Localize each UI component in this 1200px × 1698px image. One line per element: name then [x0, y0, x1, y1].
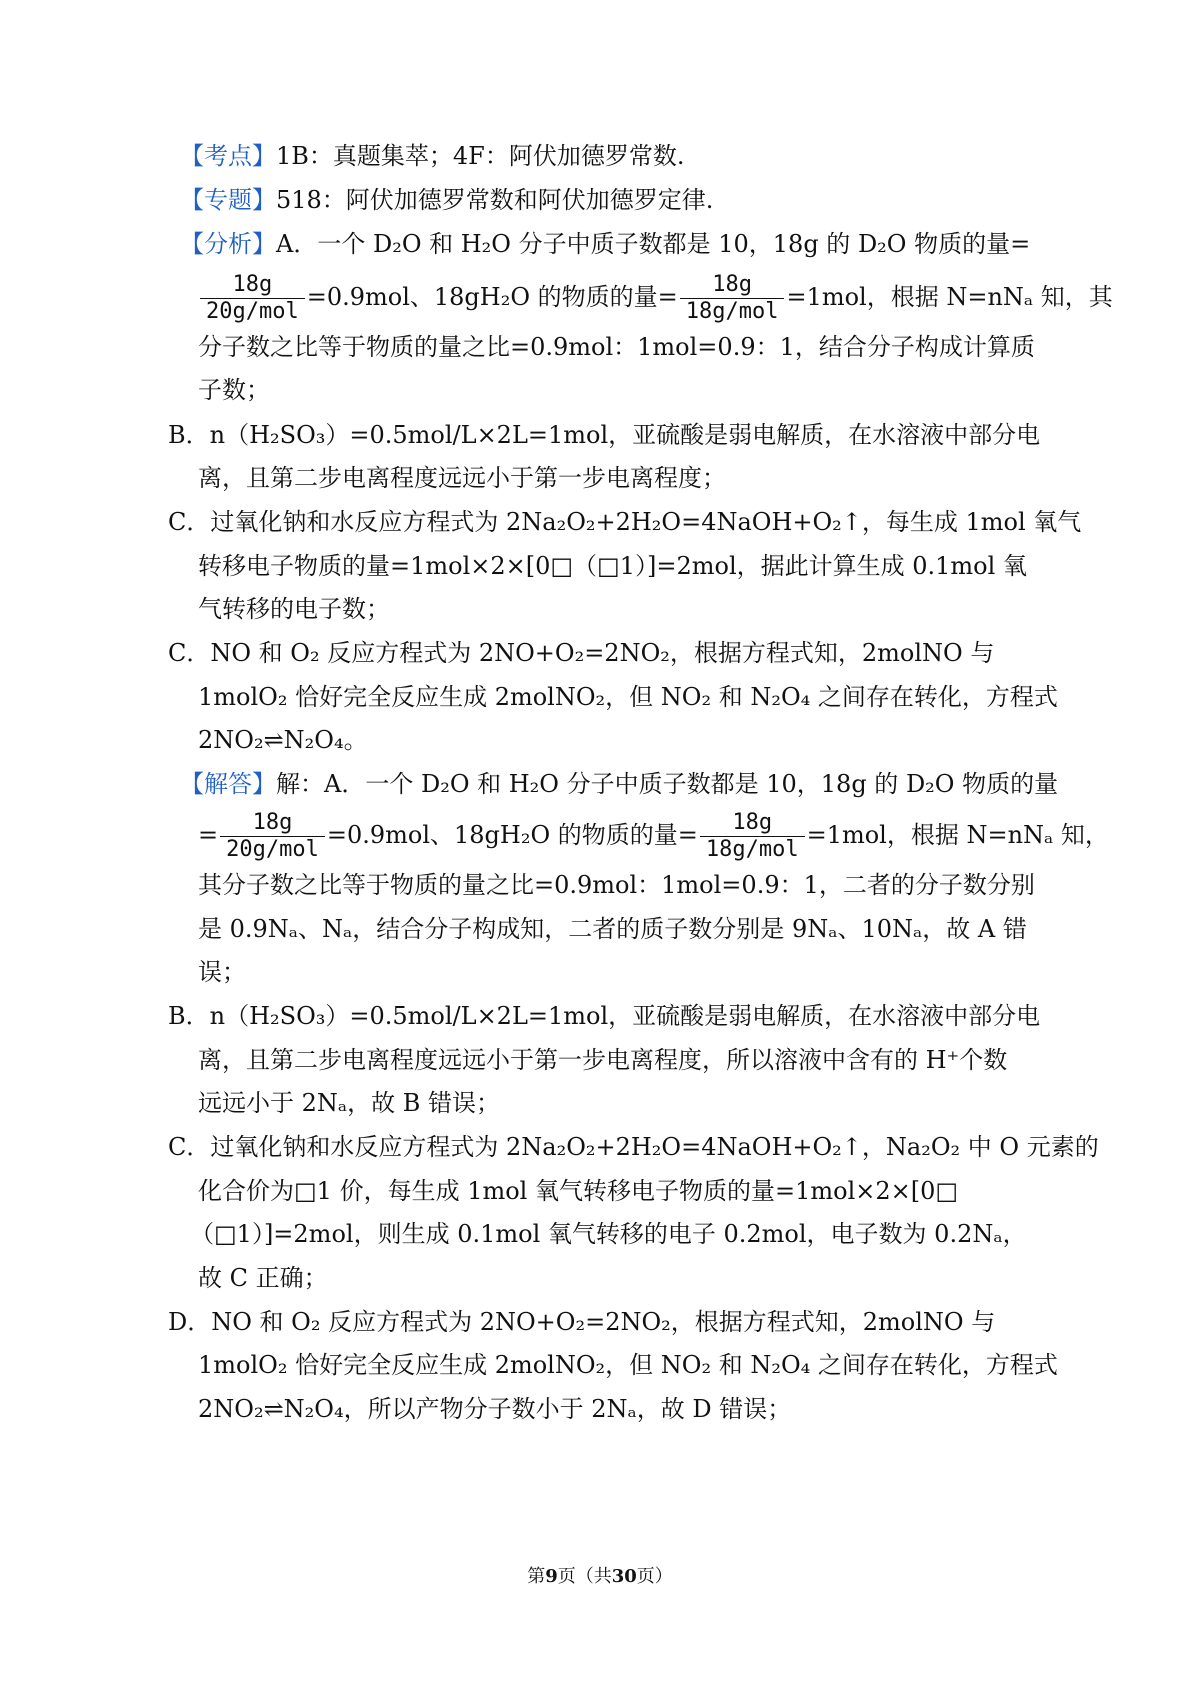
jieda-c-text-2: 化合价为□1 价，每生成 1mol 氧气转移电子物质的量=1mol×2×[0□	[198, 1177, 959, 1205]
jieda-text-2: =0.9mol、18gH₂O 的物质的量=	[326, 821, 698, 849]
zhuanti-line	[180, 185, 1200, 215]
fraction-numerator: 18g	[680, 272, 785, 299]
fenxi-line-3	[198, 332, 1200, 362]
jieda-d-line-3	[198, 1394, 1200, 1424]
jieda-line-1	[180, 769, 1200, 799]
fenxi-c-text-1: C．过氧化钠和水反应方程式为 2Na₂O₂+2H₂O=4NaOH+O₂↑，每生成 1mol 氧气	[168, 508, 1082, 536]
kaodian-line	[180, 141, 1200, 171]
fraction-numerator: 18g	[700, 810, 805, 837]
fenxi-text-2-tail: =1mol，根据 N=nNₐ 知，其	[786, 283, 1113, 311]
fenxi-c-line-2	[198, 551, 1200, 581]
jieda-c-line-3	[190, 1219, 1200, 1249]
jieda-line-2	[198, 810, 1200, 863]
fenxi-b-text-1: B．n（H₂SO₃）=0.5mol/L×2L=1mol，亚硫酸是弱电解质，在水溶液中部分电	[168, 421, 1041, 449]
fenxi-text-1: A．一个 D₂O 和 H₂O 分子中质子数都是 10，18g 的 D₂O 物质的量=	[276, 230, 1031, 258]
section-tag-fenxi: 【分析】	[180, 230, 276, 258]
jieda-text-5: 误；	[198, 958, 246, 986]
equals-sign: =	[198, 821, 219, 849]
fenxi-line-2	[198, 272, 1200, 325]
fraction-18g-18gmol	[680, 272, 785, 325]
fraction-numerator: 18g	[220, 810, 325, 837]
jieda-b-line-2	[198, 1045, 1200, 1075]
jieda-d-line-1	[168, 1307, 1200, 1337]
jieda-c-line-2	[198, 1176, 1200, 1206]
section-tag-kaodian: 【考点】	[180, 142, 276, 170]
jieda-text-3: 其分子数之比等于物质的量之比=0.9mol：1mol=0.9：1，二者的分子数分别	[198, 871, 1035, 899]
total-pages: 30	[611, 1566, 637, 1587]
footer-suffix: 页）	[636, 1566, 673, 1587]
fraction-18g-18gmol	[700, 810, 805, 863]
zhuanti-text: 518：阿伏加德罗常数和阿伏加德罗定律.	[276, 186, 714, 214]
jieda-text-1: 解：A．一个 D₂O 和 H₂O 分子中质子数都是 10，18g 的 D₂O 物质的量	[276, 770, 1059, 798]
fenxi-c-line-1	[168, 507, 1200, 537]
fenxi-c2-line-2	[198, 682, 1200, 712]
fenxi-text-2: =0.9mol、18gH₂O 的物质的量=	[306, 283, 678, 311]
jieda-c-text-4: 故 C 正确；	[198, 1264, 328, 1292]
jieda-line-4	[198, 914, 1200, 944]
jieda-c-text-3: （□1）]=2mol，则生成 0.1mol 氧气转移的电子 0.2mol，电子数为 0.2Nₐ，	[190, 1220, 1027, 1248]
fenxi-text-3: 分子数之比等于物质的量之比=0.9mol：1mol=0.9：1，结合分子构成计算质	[198, 333, 1035, 361]
jieda-c-text-1: C．过氧化钠和水反应方程式为 2Na₂O₂+2H₂O=4NaOH+O₂↑，Na₂O₂ 中 O 元素的	[168, 1133, 1099, 1161]
jieda-b-text-1: B．n（H₂SO₃）=0.5mol/L×2L=1mol，亚硫酸是弱电解质，在水溶液中部分电	[168, 1002, 1041, 1030]
jieda-d-text-2: 1molO₂ 恰好完全反应生成 2molNO₂，但 NO₂ 和 N₂O₄ 之间存在转化，方程式	[198, 1351, 1058, 1379]
kaodian-text: 1B：真题集萃；4F：阿伏加德罗常数.	[276, 142, 685, 170]
fenxi-b-text-2: 离，且第二步电离程度远远小于第一步电离程度；	[198, 464, 726, 492]
fenxi-line-4	[198, 375, 1200, 405]
fenxi-c2-line-3	[198, 725, 1200, 755]
jieda-c-line-4	[198, 1263, 1200, 1293]
footer-prefix: 第	[527, 1566, 546, 1587]
fenxi-text-4: 子数；	[198, 376, 270, 404]
jieda-text-4: 是 0.9Nₐ、Nₐ，结合分子构成知，二者的质子数分别是 9Nₐ、10Nₐ，故 A 错	[198, 915, 1027, 943]
fenxi-c2-text-2: 1molO₂ 恰好完全反应生成 2molNO₂，但 NO₂ 和 N₂O₄ 之间存在转化，方程式	[198, 683, 1058, 711]
section-tag-jieda: 【解答】	[180, 770, 276, 798]
jieda-b-line-3	[198, 1088, 1200, 1118]
fraction-denominator: 20g/mol	[226, 837, 319, 862]
fenxi-c-line-3	[198, 594, 1200, 624]
fenxi-line-1	[180, 229, 1200, 259]
fraction-18g-20gmol	[220, 810, 325, 863]
fenxi-c2-text-3: 2NO₂⇌N₂O₄。	[198, 726, 368, 754]
page-number: 9	[545, 1566, 558, 1587]
page-footer	[0, 1562, 1200, 1588]
jieda-text-2-tail: =1mol，根据 N=nNₐ 知，	[806, 821, 1109, 849]
fenxi-b-line-2	[198, 463, 1200, 493]
jieda-d-text-3: 2NO₂⇌N₂O₄，所以产物分子数小于 2Nₐ，故 D 错误；	[198, 1395, 792, 1423]
footer-mid: 页（共	[557, 1566, 612, 1587]
jieda-line-3	[198, 870, 1200, 900]
fraction-denominator: 18g/mol	[685, 299, 779, 324]
jieda-line-5	[198, 957, 1200, 987]
jieda-d-text-1: D．NO 和 O₂ 反应方程式为 2NO+O₂=2NO₂，根据方程式知，2molNO 与	[168, 1308, 996, 1336]
jieda-c-line-1	[168, 1132, 1200, 1162]
fenxi-c-text-2: 转移电子物质的量=1mol×2×[0□（□1）]=2mol，据此计算生成 0.1mol 氧	[198, 552, 1027, 580]
jieda-b-text-2: 离，且第二步电离程度远远小于第一步电离程度，所以溶液中含有的 H⁺个数	[198, 1046, 1008, 1074]
fenxi-c-text-3: 气转移的电子数；	[198, 595, 390, 623]
fraction-denominator: 20g/mol	[206, 299, 299, 324]
fraction-numerator: 18g	[200, 272, 305, 299]
fenxi-b-line-1	[168, 420, 1200, 450]
fraction-18g-20gmol	[200, 272, 305, 325]
jieda-b-line-1	[168, 1001, 1200, 1031]
section-tag-zhuanti: 【专题】	[180, 186, 276, 214]
jieda-b-text-3: 远远小于 2Nₐ，故 B 错误；	[198, 1089, 501, 1117]
jieda-d-line-2	[198, 1350, 1200, 1380]
fenxi-c2-line-1	[168, 638, 1200, 668]
fraction-denominator: 18g/mol	[705, 837, 799, 862]
fenxi-c2-text-1: C．NO 和 O₂ 反应方程式为 2NO+O₂=2NO₂，根据方程式知，2molNO 与	[168, 639, 995, 667]
